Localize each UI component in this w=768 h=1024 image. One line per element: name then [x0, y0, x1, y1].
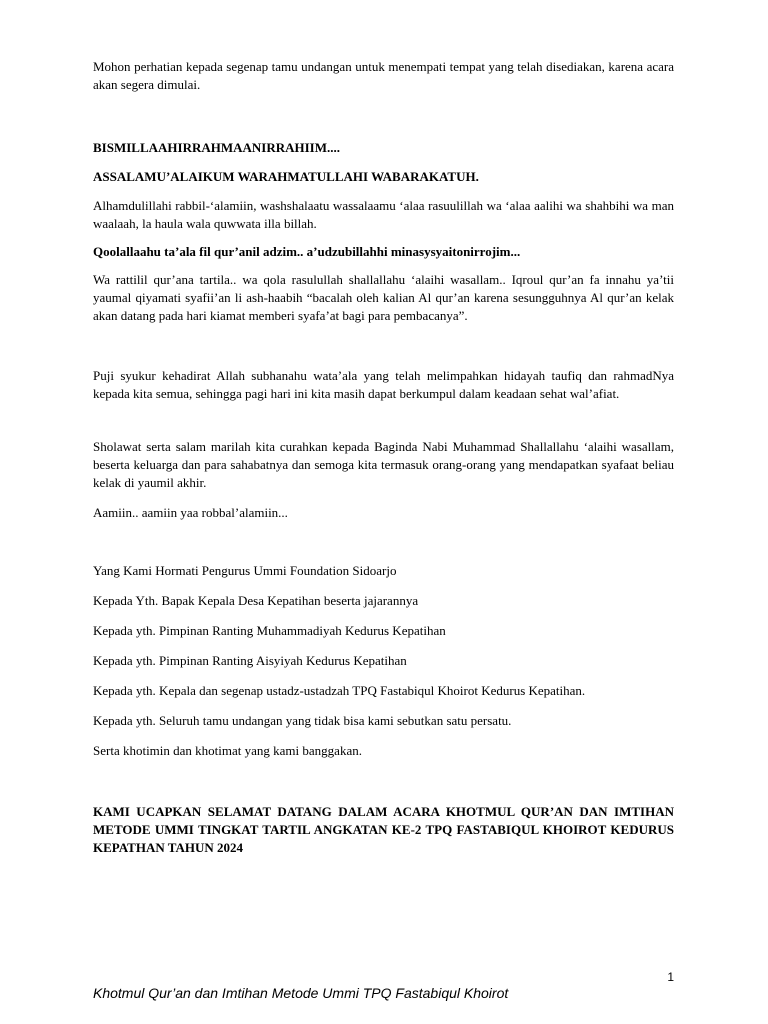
document-body — [93, 58, 674, 857]
greeting-line: Kepada yth. Seluruh tamu undangan yang tidak bisa kami sebutkan satu persatu. — [93, 713, 512, 728]
bismillah-heading: BISMILLAAHIRRAHMAANIRRAHIIM.... — [93, 140, 341, 155]
salam-heading: ASSALAMU’ALAIKUM WARAHMATULLAHI WABARAKATUH. — [93, 169, 479, 184]
greeting-line: Kepada yth. Pimpinan Ranting Muhammadiyah Kedurus Kepatihan — [93, 623, 446, 638]
greeting-line: Serta khotimin dan khotimat yang kami banggakan. — [93, 743, 362, 758]
greeting-line: Kepada Yth. Bapak Kepala Desa Kepatihan beserta jajarannya — [93, 593, 419, 608]
greeting-line: Kepada yth. Kepala dan segenap ustadz-ustadzah TPQ Fastabiqul Khoirot Kedurus Kepatihan. — [93, 683, 586, 698]
sholawat-paragraph: Sholawat serta salam marilah kita curahkan kepada Baginda Nabi Muhammad Shallallahu ‘alaihi wasallam, beserta keluarga dan para sahabatnya dan semoga kita termasuk orang-orang yang mendapatkan syafaat beliau kelak di yaumil akhir. — [93, 439, 674, 490]
page-footer: Khotmul Qur’an dan Imtihan Metode Ummi TPQ Fastabiqul Khoirot — [93, 985, 509, 1001]
aamiin-line: Aamiin.. aamiin yaa robbal’alamiin... — [93, 505, 288, 520]
greeting-line: Yang Kami Hormati Pengurus Ummi Foundation Sidoarjo — [93, 563, 397, 578]
welcome-heading: KAMI UCAPKAN SELAMAT DATANG DALAM ACARA KHOTMUL QUR’AN DAN IMTIHAN METODE UMMI TINGKAT TARTIL ANGKATAN KE-2 TPQ FASTABIQUL KHOIROT KEDURUS KEPATHAN TAHUN 2024 — [93, 804, 674, 855]
puji-syukur-paragraph: Puji syukur kehadirat Allah subhanahu wata’ala yang telah melimpahkan hidayah taufiq dan rahmadNya kepada kita semua, sehingga pagi hari ini kita masih dapat berkumpul dalam keadaan sehat wal’afiat. — [93, 368, 674, 401]
hamdalah-paragraph: Alhamdulillahi rabbil-‘alamiin, washshalaatu wassalaamu ‘alaa rasuulillah wa ‘alaa aalihi wa shahbihi wa man waalaah, la haula wala quwwata illa billah. — [93, 198, 674, 231]
intro-paragraph: Mohon perhatian kepada segenap tamu undangan untuk menempati tempat yang telah disediakan, karena acara akan segera dimulai. — [93, 59, 674, 92]
qoolallaahu-line: Qoolallaahu ta’ala fil qur’anil adzim.. a’udzubillahhi minasysyaitonirrojim... — [93, 244, 521, 259]
page-number: 1 — [667, 970, 674, 984]
hadith-paragraph: Wa rattilil qur’ana tartila.. wa qola rasulullah shallallahu ‘alaihi wasallam.. Iqroul qur’an fa innahu ya’tii yaumal qiyamati syafii’an li ash-haabih “bacalah oleh kalian Al qur’an karena sesungguhnya Al qur’an kelak akan datang pada hari kiamat memberi syafa’at bagi para pembacanya”. — [93, 272, 674, 323]
greeting-line: Kepada yth. Pimpinan Ranting Aisyiyah Kedurus Kepatihan — [93, 653, 407, 668]
